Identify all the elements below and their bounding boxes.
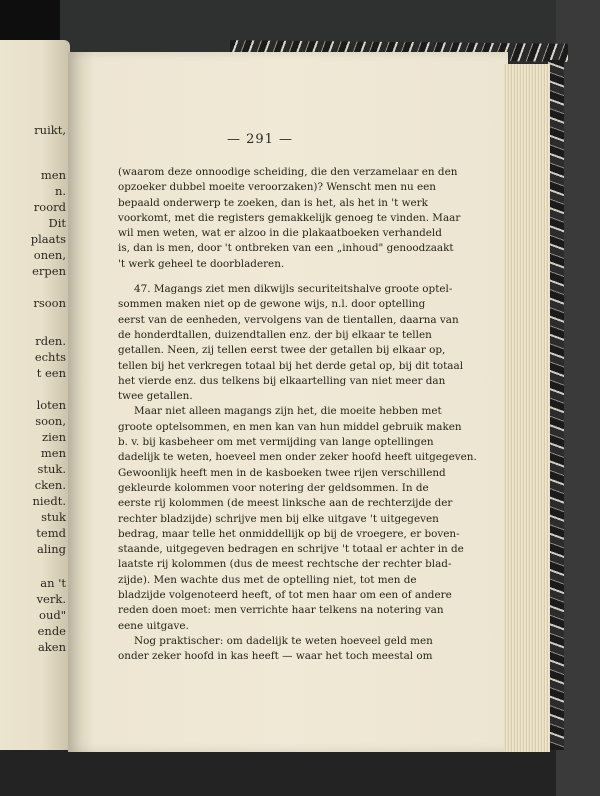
left-page-line: an 't — [40, 576, 66, 590]
left-page-line: rsoon — [33, 296, 66, 310]
text-line: onder zeker hoofd in kas heeft — waar het toch meestal om — [118, 650, 433, 663]
text-line: voorkomt, met die registers gemakkelijk genoeg te vinden. Maar — [118, 211, 461, 224]
page-number: — 291 — — [226, 132, 294, 147]
text-line: Maar niet alleen magangs zijn het, die moeite hebben met — [134, 405, 442, 418]
text-line: Gewoonlijk heeft men in de kasboeken twee rijen verschillend — [118, 466, 446, 479]
page-edges — [504, 64, 550, 752]
left-page-line: Dit — [48, 216, 66, 230]
text-line: rechter bladzijde) schrijve men bij elke uitgave 't uitgegeven — [118, 512, 439, 525]
text-line: reden doen moet: men verrichte haar telkens na notering van — [118, 604, 444, 617]
left-page-line: cken. — [34, 478, 66, 492]
text-line: bedrag, maar telle het onmiddellijk op bij de vroegere, er boven- — [118, 527, 460, 540]
text-line: b. v. bij kasbeheer om met vermijding van lange optellingen — [118, 436, 434, 449]
text-line: eene uitgave. — [118, 619, 189, 632]
background-corner — [0, 0, 60, 44]
text-line: dadelijk te weten, hoeveel men onder zeker hoofd heeft uitgegeven. — [118, 451, 477, 464]
left-page-line: temd — [36, 526, 66, 540]
text-line: (waarom deze onnoodige scheiding, die den verzamelaar en den — [118, 166, 458, 178]
left-page-line: onen, — [33, 248, 66, 262]
text-line: tellen bij het verkregen totaal bij het derde getal op, bij dit totaal — [118, 359, 464, 372]
text-line: de honderdtallen, duizendtallen enz. der bij elkaar te tellen — [118, 328, 432, 341]
left-page-line: echts — [34, 350, 66, 364]
background-bottom — [0, 748, 600, 796]
left-page-line: stuk — [41, 510, 66, 524]
text-line: staande, uitgegeven bedragen en schrijve 't totaal er achter in de — [118, 543, 464, 556]
left-page-line: erpen — [32, 264, 66, 278]
left-page-line: plaats — [30, 232, 66, 246]
left-page-line: men — [40, 446, 66, 460]
left-page-line: soon, — [35, 414, 66, 428]
left-page-line: ende — [37, 624, 66, 638]
paragraph — [118, 282, 464, 404]
text-line: is, dan is men, door 't ontbreken van een „inhoud" genoodzaakt — [118, 242, 454, 255]
text-line: bladzijde volgenoteerd heeft, of tot men haar om een of andere — [118, 589, 452, 602]
text-line: zijde). Men wachte dus met de optelling niet, tot men de — [118, 573, 417, 586]
text-line: laatste rij kolommen (dus de meest rechtsche der rechter blad- — [118, 558, 452, 571]
left-page-line: t een — [36, 366, 66, 380]
left-page-line: ruikt, — [34, 123, 66, 137]
text-line: gekleurde kolommen voor notering der geldsommen. In de — [118, 481, 429, 494]
text-line: eerst van de eenheden, vervolgens van de tientallen, daarna van — [118, 313, 459, 326]
paragraph — [118, 634, 433, 665]
paragraph-gap — [118, 272, 411, 282]
text-line: 47. Magangs ziet men dikwijls securiteitshalve groote optel- — [134, 283, 453, 296]
paragraph — [118, 165, 461, 272]
left-page-line: aken — [37, 640, 66, 654]
left-page-line: zien — [42, 430, 66, 444]
text-line: opzoeker dubbel moeite veroorzaken)? Wenscht men nu een — [118, 181, 436, 194]
left-page-line: aling — [37, 542, 66, 556]
text-line: bepaald onderwerp te zoeken, dan is het, als het in 't werk — [118, 196, 428, 209]
text-line: eerste rij kolommen (de meest linksche aan de rechterzijde der — [118, 497, 453, 510]
text-line: het vierde enz. dus telkens bij elkaartelling van niet meer dan — [118, 374, 446, 387]
left-page-line: roord — [33, 200, 66, 214]
paragraph — [118, 404, 477, 633]
text-line: twee getallen. — [118, 390, 193, 403]
book-cover-edge-right — [548, 60, 564, 750]
left-page-line: n. — [54, 184, 66, 198]
text-line: 't werk geheel te doorbladeren. — [118, 257, 285, 270]
text-line: getallen. Neen, zij tellen eerst twee der getallen bij elkaar op, — [118, 344, 446, 357]
left-page-line: oud" — [39, 608, 66, 622]
text-line: groote optelsommen, en men kan van hun middel gebruik maken — [118, 420, 462, 433]
left-page-line: men — [40, 168, 66, 182]
page-body — [118, 165, 477, 665]
left-page-line: niedt. — [32, 494, 66, 508]
left-page-line: rden. — [35, 334, 66, 348]
left-page-line: stuk. — [37, 462, 66, 476]
left-page-line: verk. — [36, 592, 66, 606]
left-page-line: loten — [36, 398, 66, 412]
text-line: Nog praktischer: om dadelijk te weten hoeveel geld men — [134, 634, 433, 647]
text-line: sommen maken niet op de gewone wijs, n.l. door optelling — [118, 298, 426, 311]
text-line: wil men weten, wat er alzoo in die plakaatboeken verhandeld — [118, 227, 442, 240]
